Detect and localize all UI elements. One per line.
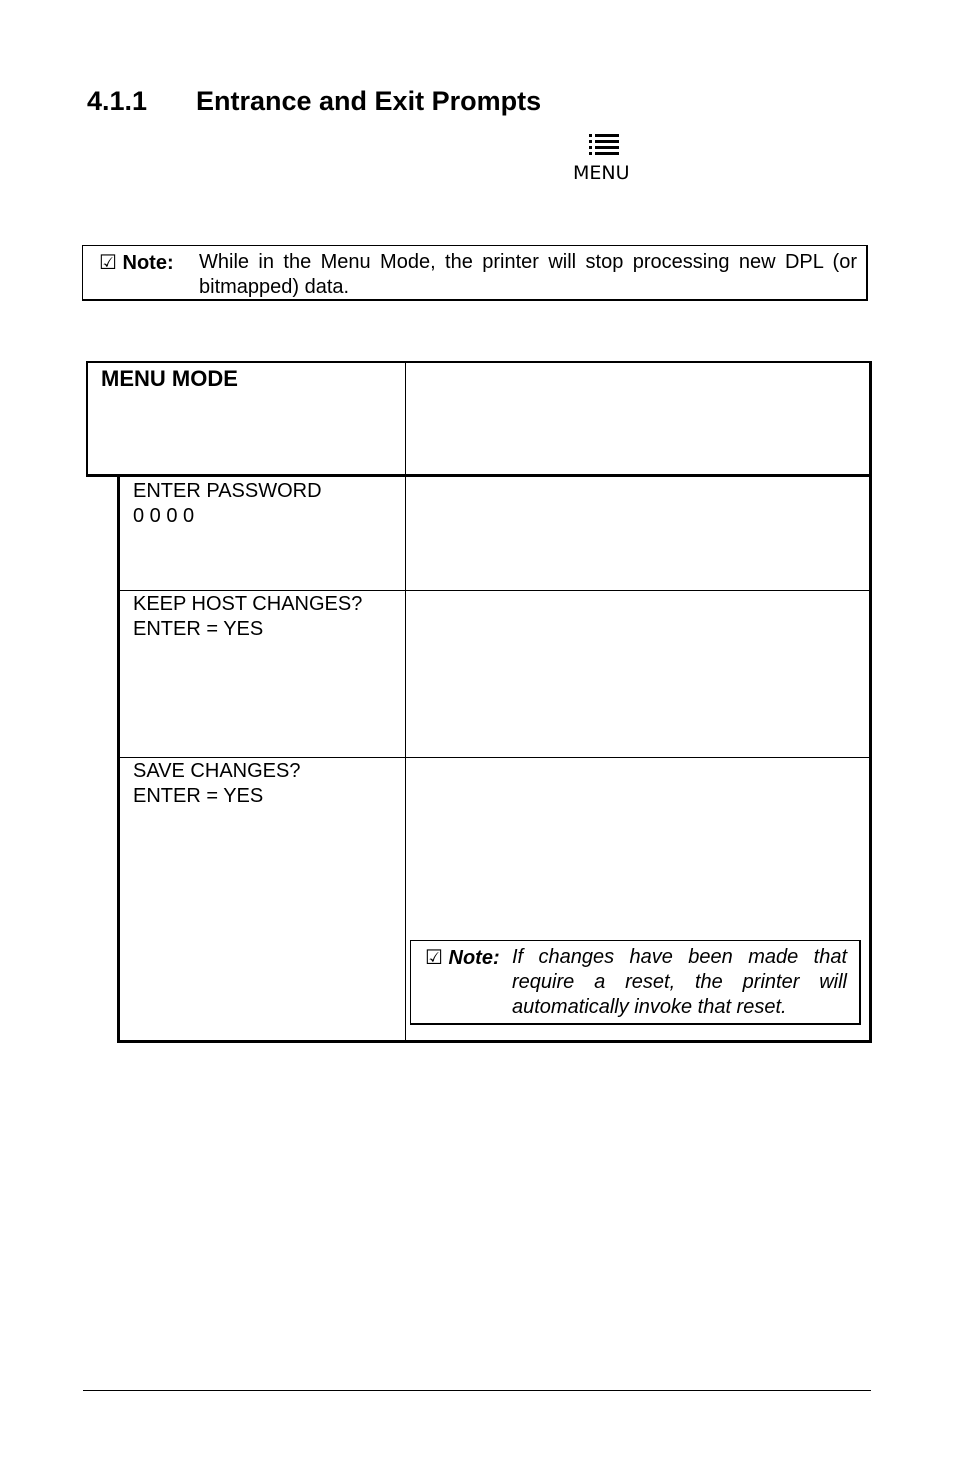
note-label: Note: [122, 252, 174, 274]
prompt-save-changes [133, 759, 300, 809]
note-box [82, 245, 868, 301]
menu-list-icon [573, 132, 633, 162]
note-text: While in the Menu Mode, the printer will stop processing new DPL (or bitmapped) data. [199, 251, 857, 298]
prompt-keep-host-changes [133, 592, 362, 642]
note-head [99, 250, 174, 275]
checkbox-icon: ☑ [99, 252, 117, 274]
prompt-line: SAVE CHANGES? [133, 760, 301, 782]
menu-key-label: MENU [573, 162, 630, 184]
inner-note-box [410, 940, 861, 1025]
checkbox-icon: ☑ [425, 947, 443, 969]
section-heading [87, 86, 541, 117]
menu-key-icon [573, 132, 633, 184]
prompt-line: ENTER PASSWORD [133, 480, 322, 502]
note-head [425, 945, 500, 970]
prompt-line: KEEP HOST CHANGES? [133, 593, 363, 615]
prompt-line: ENTER = YES [133, 618, 264, 640]
prompt-enter-password [133, 479, 322, 529]
table-header: MENU MODE [101, 366, 238, 391]
section-title: Entrance and Exit Prompts [196, 86, 542, 116]
section-number: 4.1.1 [87, 86, 148, 116]
note-label: Note: [448, 947, 500, 969]
prompt-line: 0 0 0 0 [133, 505, 195, 527]
prompt-line: ENTER = YES [133, 785, 264, 807]
note-text: If changes have been made that require a reset, the printer will automatically invoke that reset. [512, 946, 847, 1018]
footer-rule [83, 1390, 871, 1391]
